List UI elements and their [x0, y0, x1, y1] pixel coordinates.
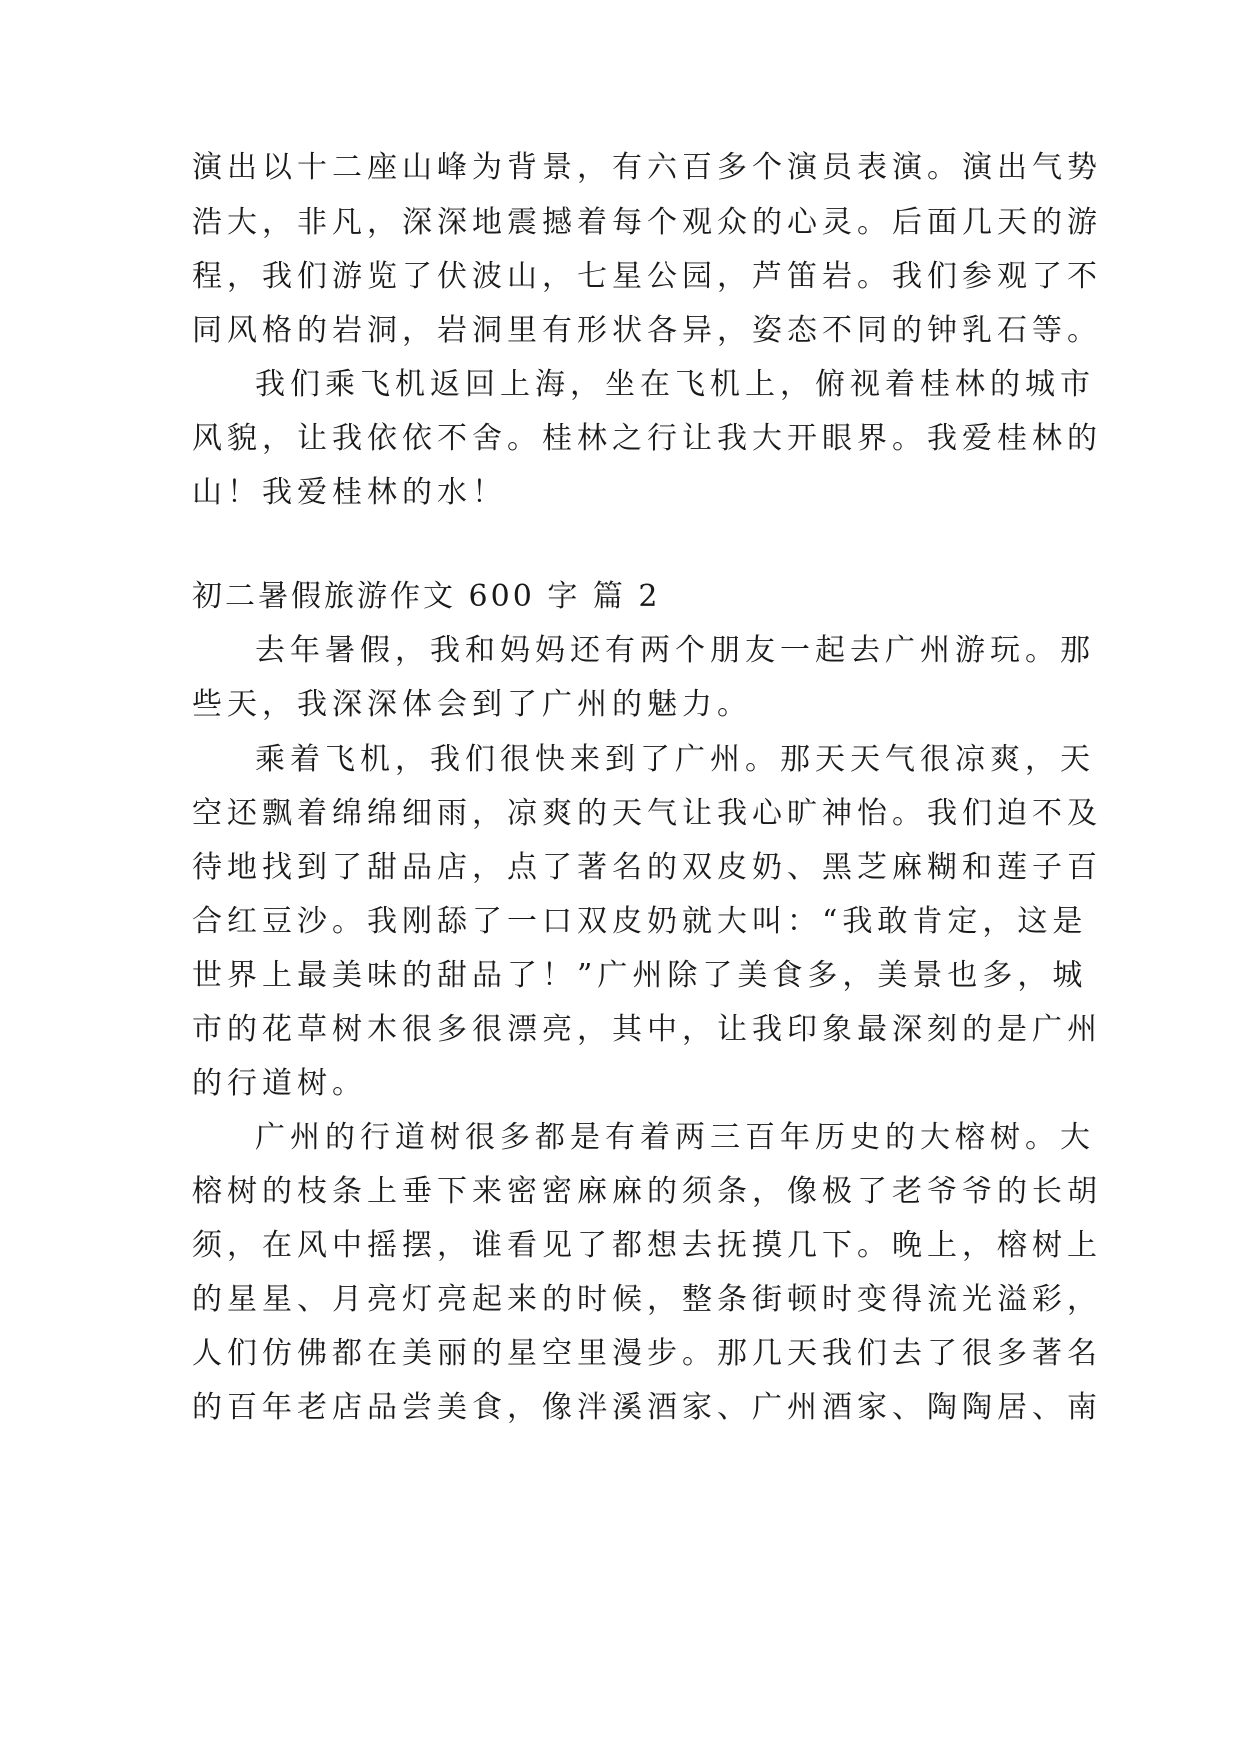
paragraph-line: 去年暑假，我和妈妈还有两个朋友一起去广州游玩。那 [255, 633, 1095, 668]
paragraph-line: 榕树的枝条上垂下来密密麻麻的须条，像极了老爷爷的长胡 [192, 1174, 1102, 1209]
paragraph-line: 人们仿佛都在美丽的星空里漫步。那几天我们去了很多著名 [192, 1336, 1102, 1371]
paragraph-line: 待地找到了甜品店，点了著名的双皮奶、黑芝麻糊和莲子百 [192, 850, 1102, 885]
paragraph-line: 的百年老店品尝美食，像泮溪酒家、广州酒家、陶陶居、南 [192, 1390, 1102, 1425]
paragraph-line: 程，我们游览了伏波山，七星公园，芦笛岩。我们参观了不 [192, 259, 1102, 294]
paragraph-line: 同风格的岩洞，岩洞里有形状各异，姿态不同的钟乳石等。 [192, 313, 1102, 348]
paragraph-line: 些天，我深深体会到了广州的魅力。 [192, 687, 752, 722]
paragraph-line: 浩大，非凡，深深地震撼着每个观众的心灵。后面几天的游 [192, 205, 1102, 240]
paragraph-line: 我们乘飞机返回上海，坐在飞机上，俯视着桂林的城市 [255, 367, 1095, 402]
section-heading: 初二暑假旅游作文 600 字 篇 2 [192, 579, 661, 614]
paragraph-line: 合红豆沙。我刚舔了一口双皮奶就大叫：“我敢肯定，这是 [192, 904, 1088, 939]
paragraph-line: 须，在风中摇摆，谁看见了都想去抚摸几下。晚上，榕树上 [192, 1228, 1102, 1263]
paragraph-line: 的星星、月亮灯亮起来的时候，整条街顿时变得流光溢彩， [192, 1282, 1102, 1317]
paragraph-line: 山！我爱桂林的水！ [192, 475, 507, 510]
paragraph-line: 市的花草树木很多很漂亮，其中，让我印象最深刻的是广州 [192, 1012, 1102, 1047]
paragraph-line: 乘着飞机，我们很快来到了广州。那天天气很凉爽，天 [255, 742, 1095, 777]
paragraph-line: 的行道树。 [192, 1066, 367, 1101]
paragraph-line: 演出以十二座山峰为背景，有六百多个演员表演。演出气势 [192, 150, 1102, 185]
paragraph-line: 世界上最美味的甜品了！”广州除了美食多，美景也多，城 [192, 958, 1088, 993]
paragraph-line: 风貌，让我依依不舍。桂林之行让我大开眼界。我爱桂林的 [192, 421, 1102, 456]
paragraph-line: 空还飘着绵绵细雨，凉爽的天气让我心旷神怡。我们迫不及 [192, 796, 1102, 831]
paragraph-line: 广州的行道树很多都是有着两三百年历史的大榕树。大 [255, 1120, 1095, 1155]
